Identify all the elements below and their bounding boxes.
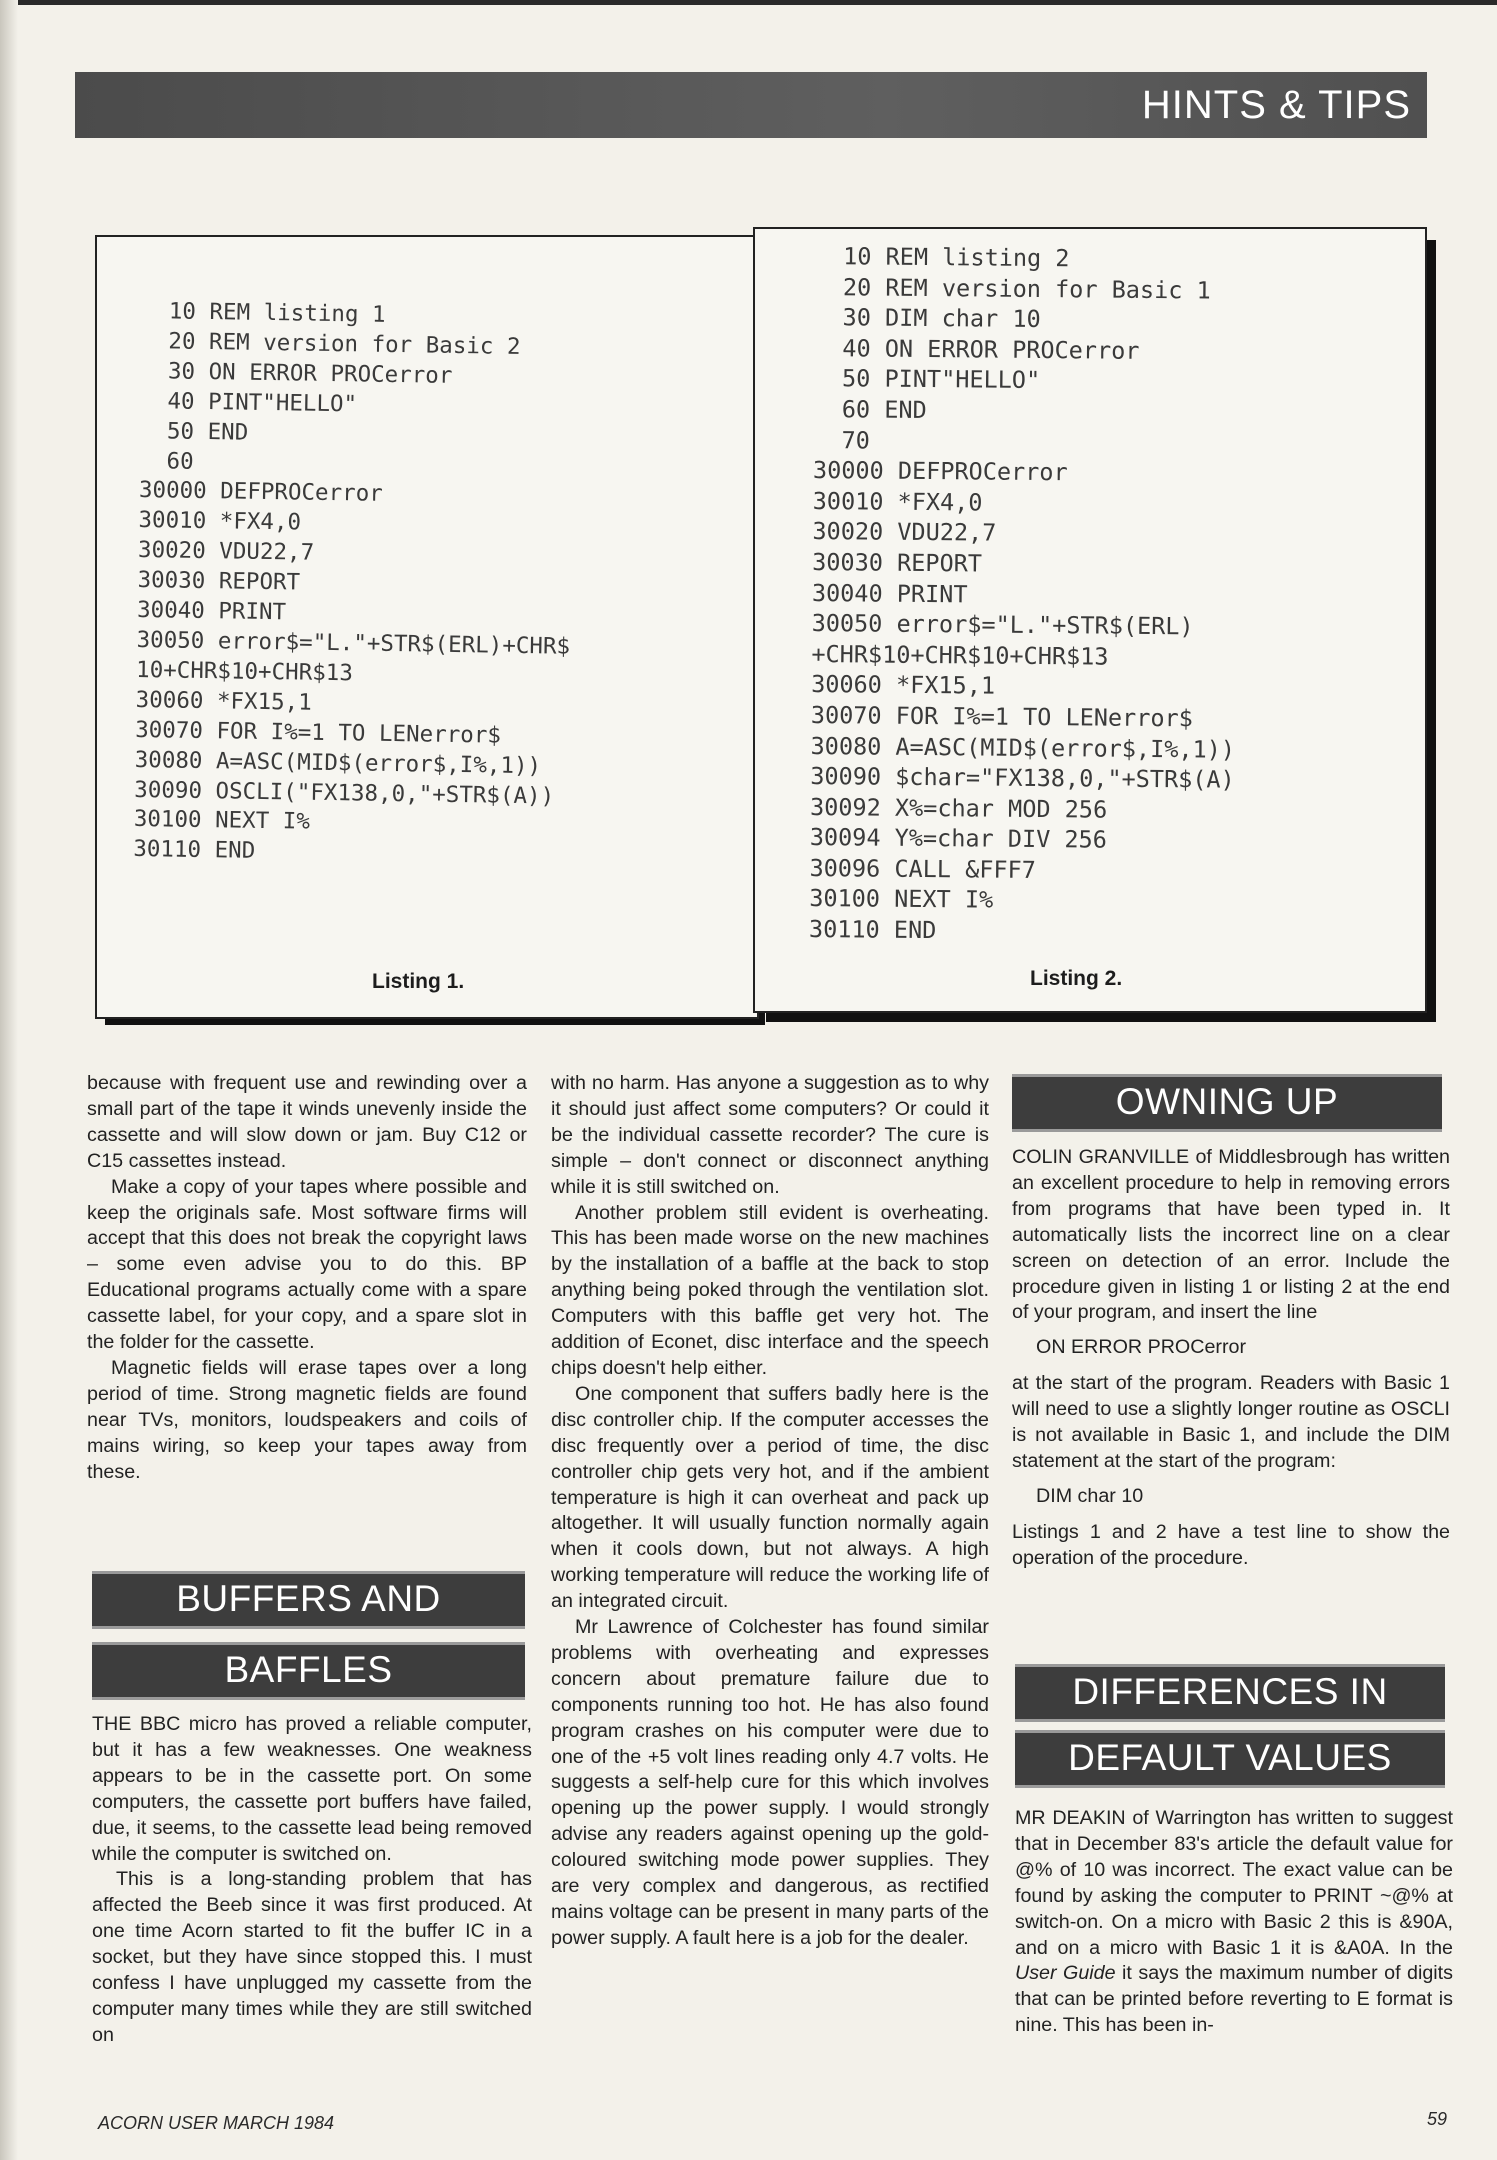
paragraph: THE BBC micro has proved a reliable computer, but it has a few weaknesses. One weakness appears to be in the cassette port. On some computers, the cassette port buffers have failed, due, it seems, to the cassette lead being removed while the computer is switched on. <box>92 1713 532 1865</box>
paragraph: This is a long-standing problem that has affected the Beeb since it was first produced. At one time Acorn started to fit the buffer IC in a socket, but they have since stopped this. I must confess I have unplugged my cassette from the computer many times while they are still switched on <box>92 1868 532 2046</box>
section-title: HINTS & TIPS <box>1141 83 1411 127</box>
footer-publication: ACORN USER MARCH 1984 <box>98 2113 335 2133</box>
paragraph: Mr Lawrence of Colchester has found similar problems with overheating and expresses concern about premature failure due to components running too hot. He has also found program crashes on his computer were due to one of the +5 volt lines reading only 4.7 volts. He suggests a self-help cure for this which involves opening up the power supply. I would strongly advise any readers against opening up the gold-coloured switching mode power supplies. They are very complex and dangerous, as rectified mains voltage can be present in many parts of the power supply. A fault here is a job for the dealer. <box>551 1616 989 1949</box>
paragraph: Magnetic fields will erase tapes over a long period of time. Strong magnetic fields are found near TVs, monitors, loudspeakers and coils of mains wiring, so keep your tapes away from these. <box>87 1356 527 1483</box>
code-line: DIM char 10 <box>1036 1484 1144 1507</box>
column-3-top <box>1012 1145 1450 1572</box>
heading-buffers-and: BUFFERS AND <box>92 1571 525 1629</box>
paragraph <box>1015 1806 1453 2039</box>
code-line: ON ERROR PROCerror <box>1036 1336 1247 1359</box>
paragraph: at the start of the program. Readers with Basic 1 will need to use a slightly longer routine as OSCLI is not available in Basic 1, and include the DIM statement at the start of the program: <box>1012 1372 1450 1472</box>
column-1-top <box>87 1071 527 1486</box>
heading-baffles: BAFFLES <box>92 1642 525 1700</box>
heading-owning-up: OWNING UP <box>1012 1074 1442 1132</box>
paragraph: because with frequent use and rewinding over a small part of the tape it winds unevenly inside the cassette and will slow down or jam. Buy C12 or C15 cassettes instead. <box>87 1072 527 1172</box>
listing-1-caption: Listing 1. <box>372 970 465 993</box>
section-banner <box>75 72 1427 138</box>
heading-default-values: DEFAULT VALUES <box>1015 1730 1445 1788</box>
paragraph: One component that suffers badly here is the disc controller chip. If the computer accesses the disc frequently over a period of time, the disc controller chip gets very hot, and if the ambient temperature is high it can overheat and pack up altogether. It will usually function normally again when it cools down, but not always. A high working temperature will reduce the working life of an integrated circuit. <box>551 1382 989 1613</box>
paragraph: COLIN GRANVILLE of Middlesbrough has written an excellent procedure to help in removing errors from programs that have been typed in. It automatically lists the incorrect line on a clear screen on detection of an error. Include the procedure given in listing 1 or listing 2 at the end of your program, and insert the line <box>1012 1146 1450 1324</box>
heading-differences-in: DIFFERENCES IN <box>1015 1664 1445 1722</box>
listing-2-caption: Listing 2. <box>1030 967 1123 990</box>
footer-page-number: 59 <box>1427 2109 1448 2129</box>
listing-2-code: 10 REM listing 2 20 REM version for Basic 1 30 DIM char 10 40 ON ERROR PROCerror 50 PINT"HELLO" 60 END 70 30000 DEFPROCerror 30010 *FX4,0 30020 VDU22,7 30030 REPORT 30040 PRINT 30050 error$="L."+STR$(ERL) +CHR$10+CHR$10+CHR$13 30060 *FX15,1 30070 FOR I%=1 TO LENerror$ 30080 A=ASC(MID$(error$,I%,1)) 30090 $char="FX138,0,"+STR$(A) 30092 X%=char MOD 256 30094 Y%=char DIV 256 30096 CALL &FFF7 30100 NEXT I% 30110 END <box>808 241 1236 945</box>
listing-1-code: 10 REM listing 1 20 REM version for Basic 2 30 ON ERROR PROCerror 40 PINT"HELLO" 50 END 60 30000 DEFPROCerror 30010 *FX4,0 30020 VDU22,7 30030 REPORT 30040 PRINT 30050 error$="L."+STR$(ERL)+CHR$ 10+CHR$10+CHR$13 30060 *FX15,1 30070 FOR I%=1 TO LENerror$ 30080 A=ASC(MID$(error$,I%,1)) 30090 OSCLI("FX138,0,"+STR$(A)) 30100 NEXT I% 30110 END <box>133 297 571 865</box>
listing-2-box <box>753 227 1427 1013</box>
user-guide-title: User Guide <box>1015 1962 1116 1985</box>
paragraph: Listings 1 and 2 have a test line to show the operation of the procedure. <box>1012 1520 1450 1569</box>
page-top-edge <box>0 0 1497 5</box>
paragraph: Another problem still evident is overheating. This has been made worse on the new machines by the installation of a baffle at the back to stop anything being poked through the ventilation slot. Computers with this baffle get very hot. The addition of Econet, disc interface and the speech chips doesn't help either. <box>551 1201 989 1379</box>
paragraph: with no harm. Has anyone a suggestion as to why it should just affect some computers? Or could it be the individual cassette recorder? The cure is simple – don't connect or disconnect anything while it is still switched on. <box>551 1072 989 1198</box>
paragraph: Make a copy of your tapes where possible and keep the originals safe. Most software firms will accept that this does not break the copyright laws – some even advise you to do this. BP Educational programs actually come with a spare cassette label, for your copy, and a spare slot in the folder for the cassette. <box>87 1175 527 1354</box>
paragraph-text: MR DEAKIN of Warrington has written to suggest that in December 83's article the default value for @% of 10 was incorrect. The exact value can be found by asking the computer to PRINT ~@% at switch-on. On a micro with Basic 2 this is &90A, and on a micro with Basic 1 it is &A0A. In the <box>1015 1807 1453 1959</box>
listing-1-box <box>95 235 759 1019</box>
paragraph-text: it says the maximum number of digits that can be printed before reverting to E format is nine. This has been in- <box>1015 1962 1453 2037</box>
column-1-bottom <box>92 1712 532 2049</box>
column-3-bottom <box>1015 1806 1453 2039</box>
page-gutter-shadow <box>0 0 18 2160</box>
column-2 <box>551 1071 989 1952</box>
